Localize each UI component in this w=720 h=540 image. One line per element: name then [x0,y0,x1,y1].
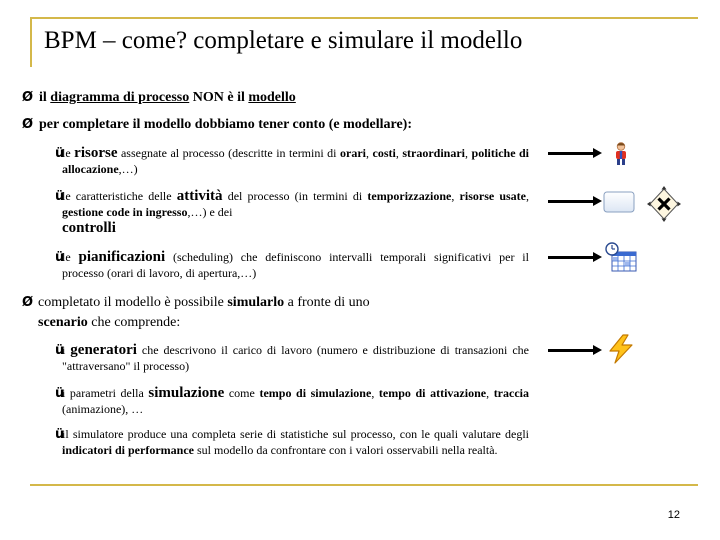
sub-bullet-generatori: ü i generatori che descrivono il carico di lavoro (numero e distribuzione di transazioni che "attraversano" il processo) [55,342,529,373]
sub-bullet-simulatore: ü il simulatore produce una completa serie di statistiche sul processo, con le quali valutare degli indicatori di performance sul modello da confrontare con i valori osservabili nella realtà. [55,427,529,457]
bullet-arrow: Ø [22,295,34,310]
check-mark: ü [55,386,65,401]
sub-bullet-pianificazioni: ü le pianificazioni (scheduling) che definiscono intervalli temporali significativi per il processo (orari di lavoro, di apertura,…) [55,249,529,280]
person-icon [612,142,630,166]
check-mark: ü [55,250,65,265]
sub-bullet-risorse: ü le risorse assegnate al processo (descritte in termini di orari, costi, straordinari, politiche di allocazione,…) [55,145,530,176]
check-mark: ü [55,189,65,204]
gateway-x-icon [646,186,682,222]
activity-box-icon [603,191,635,213]
calendar-clock-icon [604,242,638,272]
bullet-arrow: Ø [22,117,34,132]
bullet-simulate-scenario: Ø completato il modello è possibile simularlo a fronte di uno scenario che comprende: [22,295,370,330]
bullet-diagram-not-model: Ø il diagramma di processo NON è il modello [22,90,296,105]
frame-left-border [30,17,32,67]
page-number: 12 [667,509,680,521]
pointer-arrow-pianificazioni [548,256,594,259]
pointer-arrow-risorse [548,152,594,155]
lightning-icon [607,334,635,364]
sub-bullet-attivita: ü le caratteristiche delle attività del processo (in termini di temporizzazione, risorse usate, gestione code in ingresso,…) e dei controlli [55,188,529,236]
bullet-arrow: Ø [22,90,34,105]
frame-bottom-border [30,484,698,486]
check-mark: ü [55,146,65,161]
frame-top-border [30,17,698,19]
pointer-arrow-attivita [548,200,594,203]
check-mark: ü [55,427,65,442]
bullet-complete-model: Ø per completare il modello dobbiamo tener conto (e modellare): [22,117,413,132]
slide-title: BPM – come? completare e simulare il modello [44,27,523,54]
sub-bullet-parametri: ü i parametri della simulazione come tempo di simulazione, tempo di attivazione, traccia (animazione), … [55,385,529,416]
check-mark: ü [55,343,65,358]
pointer-arrow-generatori [548,349,594,352]
